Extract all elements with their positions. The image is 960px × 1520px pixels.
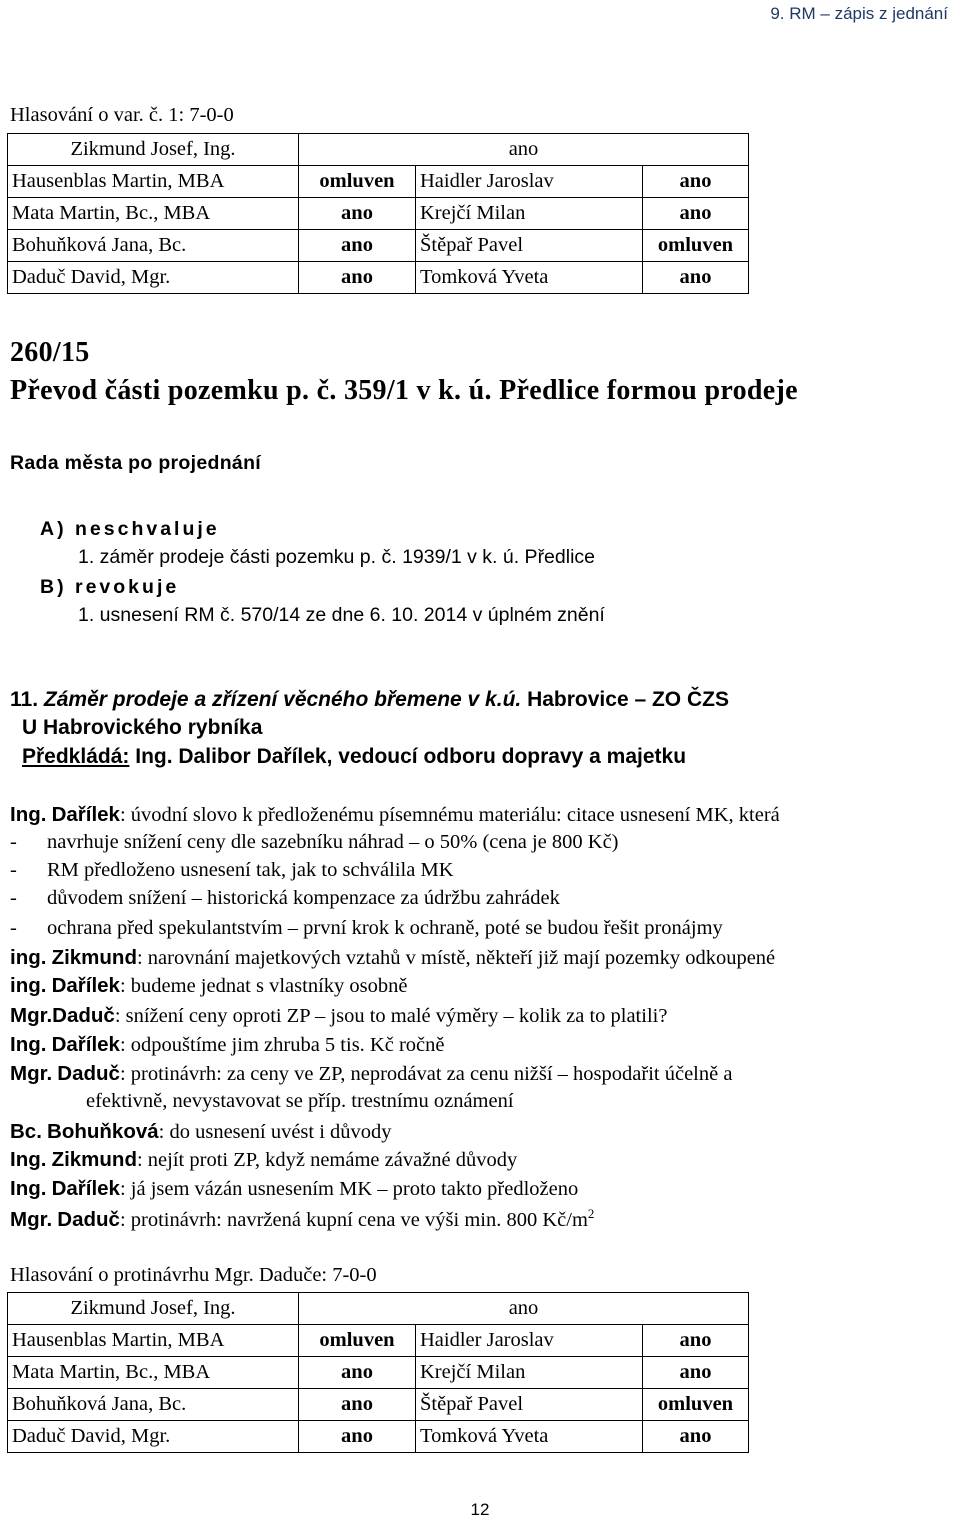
member-name: Bohuňková Jana, Bc. — [8, 1389, 299, 1421]
speaker-name: Bohuňková — [47, 1120, 159, 1143]
member-vote: ano — [299, 134, 749, 166]
member-name: Tomková Yveta — [416, 1421, 643, 1453]
bullet-dash: - — [10, 831, 17, 853]
discussion-line — [10, 974, 407, 998]
bullet-dash: - — [10, 917, 17, 939]
member-vote: omluven — [299, 166, 416, 198]
speaker-name: Dařílek — [51, 974, 120, 997]
member-name: Mata Martin, Bc., MBA — [8, 1357, 299, 1389]
member-vote: ano — [643, 1421, 749, 1453]
member-name: Haidler Jaroslav — [416, 1325, 643, 1357]
speaker-title: Ing. — [10, 1148, 47, 1171]
member-name: Hausenblas Martin, MBA — [8, 1325, 299, 1357]
member-vote: ano — [299, 230, 416, 262]
bullet-text: navrhuje snížení ceny dle sazebníku náhrad – o 50% (cena je 800 Kč) — [47, 831, 619, 853]
table-row — [8, 1389, 749, 1421]
member-vote: ano — [299, 198, 416, 230]
member-name: Zikmund Josef, Ing. — [8, 1293, 299, 1325]
member-vote: omluven — [643, 1389, 749, 1421]
speaker-name: Dařílek — [51, 1177, 120, 1200]
table-row — [8, 166, 749, 198]
speaker-text: : nejít proti ZP, když nemáme závažné důvody — [136, 1149, 518, 1171]
member-name: Štěpař Pavel — [416, 1389, 643, 1421]
speaker-name: Daduč — [57, 1062, 120, 1085]
bullet-text: RM předloženo usnesení tak, jak to schválila MK — [47, 859, 454, 881]
bullet-dash: - — [10, 887, 17, 909]
discussion-line — [10, 1004, 667, 1028]
member-name: Hausenblas Martin, MBA — [8, 166, 299, 198]
member-vote: ano — [643, 262, 749, 294]
discussion-line — [10, 1033, 444, 1057]
list-item — [10, 887, 560, 910]
discussion-line — [10, 946, 775, 970]
speaker-name: Daduč — [52, 1004, 115, 1027]
table-row — [8, 230, 749, 262]
discussion-line — [10, 1062, 732, 1086]
speaker-title: Ing. — [10, 803, 47, 826]
page-number: 12 — [470, 1500, 490, 1519]
table-row — [8, 1293, 749, 1325]
presenter-name: Ing. Dalibor Dařílek, vedoucí odboru dopravy a majetku — [135, 745, 687, 768]
member-name: Zikmund Josef, Ing. — [8, 134, 299, 166]
page-header-title: 9. RM – zápis z jednání — [770, 4, 948, 23]
member-name: Krejčí Milan — [416, 1357, 643, 1389]
discussion-line — [10, 1120, 392, 1144]
member-vote: ano — [643, 198, 749, 230]
speaker-text: : budeme jednat s vlastníky osobně — [119, 975, 408, 997]
discussion-line — [10, 1206, 594, 1232]
member-vote: ano — [299, 1357, 416, 1389]
point-presenter — [22, 745, 686, 769]
bullet-text: ochrana před spekulantstvím – první krok k ochraně, poté se budou řešit pronájmy — [47, 917, 723, 939]
vote1-table — [7, 133, 749, 294]
table-row — [8, 1421, 749, 1453]
presenter-label: Předkládá: — [22, 745, 130, 768]
bullet-dash: - — [10, 859, 17, 881]
resolution-a-item: 1. záměr prodeje části pozemku p. č. 1939/1 v k. ú. Předlice — [78, 546, 596, 568]
member-name: Štěpař Pavel — [416, 230, 643, 262]
table-row — [8, 262, 749, 294]
point-heading — [10, 688, 729, 712]
discussion-line — [10, 1177, 578, 1201]
point-number: 11. — [10, 688, 39, 711]
resolution-a-label: A) neschvaluje — [40, 518, 220, 540]
discussion-line — [10, 803, 780, 827]
vote1-caption: Hlasování o var. č. 1: 7-0-0 — [10, 104, 234, 126]
member-name: Krejčí Milan — [416, 198, 643, 230]
resolution-b-item: 1. usnesení RM č. 570/14 ze dne 6. 10. 2014 v úplném znění — [78, 604, 605, 626]
member-name: Daduč David, Mgr. — [8, 1421, 299, 1453]
discussion-line-cont: efektivně, nevystavovat se příp. trestnímu oznámení — [86, 1090, 514, 1112]
speaker-name: Zikmund — [51, 1148, 137, 1171]
member-vote: ano — [643, 166, 749, 198]
speaker-text: : do usnesení uvést i důvody — [158, 1121, 392, 1143]
point-title: Záměr prodeje a zřízení věcného břemene v k.ú. — [43, 688, 522, 711]
member-vote: ano — [299, 262, 416, 294]
speaker-name: Zikmund — [51, 946, 137, 969]
vote2-table — [7, 1292, 749, 1453]
superscript: 2 — [587, 1206, 595, 1221]
resolution-title: Převod části pozemku p. č. 359/1 v k. ú. Předlice formou prodeje — [10, 375, 798, 406]
table-row — [8, 134, 749, 166]
speaker-text: : snížení ceny oproti ZP – jsou to malé výměry – kolik za to platili? — [114, 1005, 668, 1027]
speaker-title: Bc. — [10, 1120, 42, 1143]
table-row — [8, 198, 749, 230]
member-vote: ano — [299, 1293, 749, 1325]
speaker-title: Ing. — [10, 1033, 47, 1056]
speaker-text: : protinávrh: navržená kupní cena ve výši min. 800 Kč/m — [119, 1208, 588, 1231]
point-title-rest: Habrovice – ZO ČZS — [527, 688, 729, 711]
member-name: Mata Martin, Bc., MBA — [8, 198, 299, 230]
speaker-title: ing. — [10, 946, 47, 969]
member-vote: ano — [299, 1389, 416, 1421]
list-item — [10, 859, 454, 882]
resolution-number: 260/15 — [10, 337, 90, 368]
speaker-title: ing. — [10, 974, 47, 997]
speaker-title: Mgr. — [10, 1207, 53, 1231]
resolution-intro: Rada města po projednání — [10, 452, 261, 474]
member-name: Haidler Jaroslav — [416, 166, 643, 198]
vote2-caption: Hlasování o protinávrhu Mgr. Daduče: 7-0-0 — [10, 1264, 377, 1286]
member-vote: omluven — [299, 1325, 416, 1357]
speaker-text: : já jsem vázán usnesením MK – proto takto předloženo — [119, 1178, 579, 1200]
speaker-title: Ing. — [10, 1177, 47, 1200]
speaker-title: Mgr. — [10, 1062, 53, 1085]
member-vote: ano — [643, 1325, 749, 1357]
list-item — [10, 917, 723, 940]
member-vote: ano — [299, 1421, 416, 1453]
member-name: Bohuňková Jana, Bc. — [8, 230, 299, 262]
speaker-text: : úvodní slovo k předloženému písemnému materiálu: citace usnesení MK, která — [119, 804, 780, 826]
member-vote: omluven — [643, 230, 749, 262]
speaker-name: Dařílek — [51, 1033, 120, 1056]
speaker-text: : narovnání majetkových vztahů v místě, někteří již mají pozemky odkoupené — [136, 947, 776, 969]
speaker-text: : odpouštíme jim zhruba 5 tis. Kč ročně — [119, 1034, 445, 1056]
speaker-name: Dařílek — [51, 803, 120, 826]
bullet-text: důvodem snížení – historická kompenzace za údržbu zahrádek — [47, 887, 560, 909]
table-row — [8, 1357, 749, 1389]
resolution-b-label: B) revokuje — [40, 576, 180, 598]
table-row — [8, 1325, 749, 1357]
speaker-name: Daduč — [57, 1207, 120, 1231]
member-vote: ano — [643, 1357, 749, 1389]
member-name: Tomková Yveta — [416, 262, 643, 294]
discussion-line — [10, 1148, 517, 1172]
speaker-text: : protinávrh: za ceny ve ZP, neprodávat za cenu nižší – hospodařit účelně a — [119, 1063, 733, 1085]
speaker-title: Mgr. — [10, 1004, 53, 1027]
point-title-line2: U Habrovického rybníka — [22, 716, 263, 739]
list-item — [10, 831, 619, 854]
member-name: Daduč David, Mgr. — [8, 262, 299, 294]
